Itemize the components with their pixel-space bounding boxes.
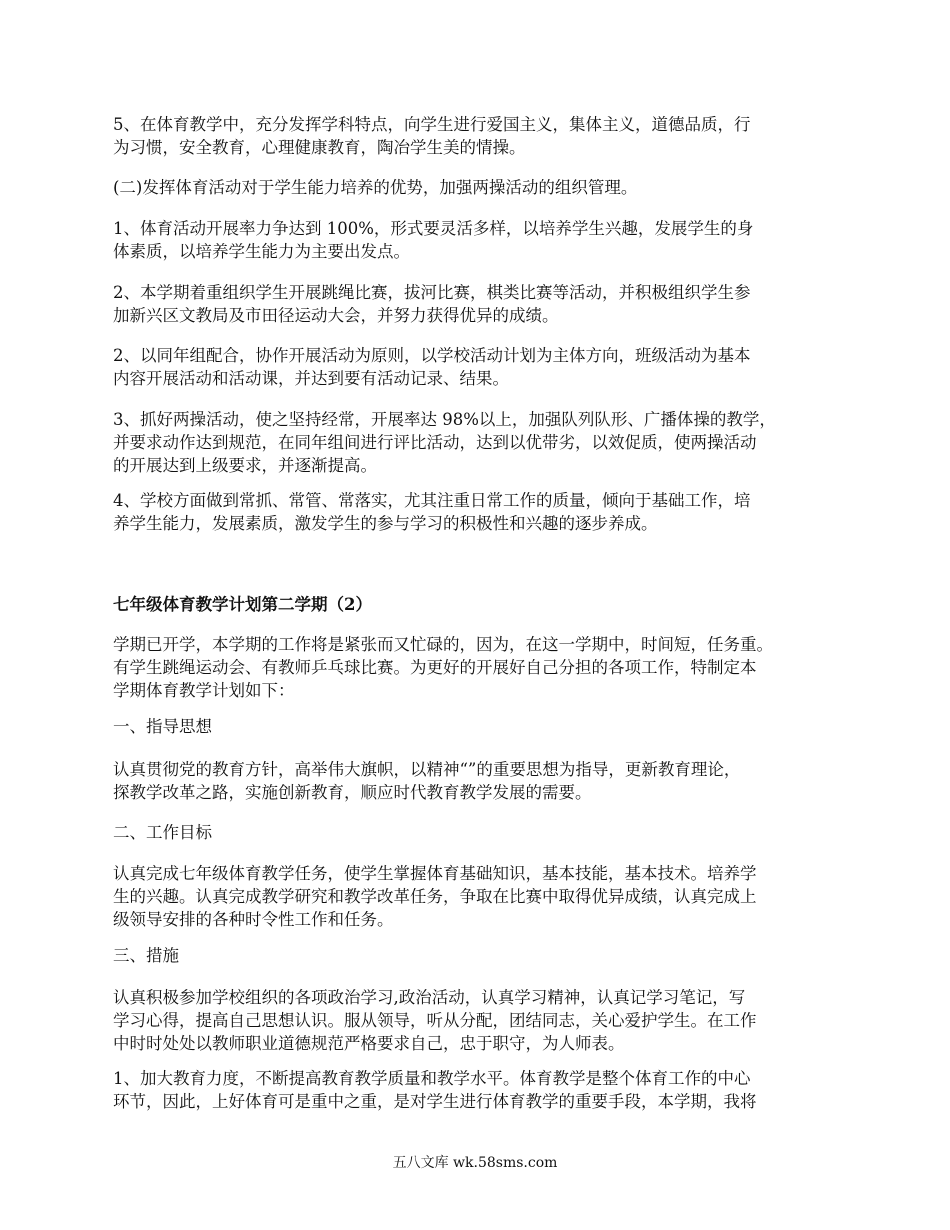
text-line: 三、措施 xyxy=(113,946,179,965)
heading-work-goals xyxy=(113,821,853,844)
text-line: 为习惯，安全教育，心理健康教育，陶冶学生美的情操。 xyxy=(113,138,526,157)
text-line: 体素质，以培养学生能力为主要出发点。 xyxy=(113,242,410,261)
text-line: 二、工作目标 xyxy=(113,823,212,842)
text-line: 的开展达到上级要求，并逐渐提高。 xyxy=(113,456,377,475)
text-line: 中时时处处以教师职业道德规范严格要求自己，忠于职守，为人师表。 xyxy=(113,1034,625,1053)
text-line: 内容开展活动和活动课，并达到要有活动记录、结果。 xyxy=(113,369,509,388)
text-line: 七年级体育教学计划第二学期（2） xyxy=(113,595,372,614)
text-line: 有学生跳绳运动会、有教师乒乓球比赛。为更好的开展好自己分担的各项工作，特制定本 xyxy=(113,658,757,677)
text-line: 探教学改革之路，实施创新教育，顺应时代教育教学发展的需要。 xyxy=(113,783,592,802)
text-line: 5、在体育教学中，充分发挥学科特点，向学生进行爱国主义，集体主义，道德品质，行 xyxy=(113,115,751,134)
text-line: 学期体育教学计划如下： xyxy=(113,681,295,700)
text-line: 加新兴区文教局及市田径运动大会，并努力获得优异的成绩。 xyxy=(113,306,559,325)
item-1-paragraph xyxy=(113,217,853,263)
text-line: 1、加大教育力度，不断提高教育教学质量和教学水平。体育教学是整个体育工作的中心 xyxy=(113,1069,751,1088)
text-line: 4、学校方面做到常抓、常管、常落实，尤其注重日常工作的质量，倾向于基础工作，培 xyxy=(113,491,751,510)
text-line: 养学生能力，发展素质，激发学生的参与学习的积极性和兴趣的逐步养成。 xyxy=(113,514,658,533)
subsection-2-title xyxy=(113,176,853,199)
text-line: (二)发挥体育活动对于学生能力培养的优势，加强两操活动的组织管理。 xyxy=(113,178,638,197)
text-line: 认真贯彻党的教育方针，高举伟大旗帜，以精神“”的重要思想为指导，更新教育理论， xyxy=(113,760,741,779)
footer-watermark: 五八文库 wk.58sms.com xyxy=(392,1155,558,1171)
text-line: 认真积极参加学校组织的各项政治学习,政治活动，认真学习精神，认真记学习笔记，写 xyxy=(113,988,746,1007)
text-line: 环节，因此，上好体育可是重中之重，是对学生进行体育教学的重要手段，本学期，我将 xyxy=(113,1092,757,1111)
measure-1-paragraph xyxy=(113,1067,853,1113)
text-line: 学期已开学，本学期的工作将是紧张而又忙碌的，因为，在这一学期中，时间短，任务重。 xyxy=(113,635,773,654)
text-line: 2、以同年组配合，协作开展活动为原则，以学校活动计划为主体方向，班级活动为基本 xyxy=(113,346,751,365)
text-line: 学习心得，提高自己思想认识。服从领导，听从分配，团结同志，关心爱护学生。在工作 xyxy=(113,1011,757,1030)
text-line: 2、本学期着重组织学生开展跳绳比赛，拔河比赛，棋类比赛等活动，并积极组织学生参 xyxy=(113,283,751,302)
text-line: 并要求动作达到规范，在同年组间进行评比活动，达到以优带劣，以效促质，使两操活动 xyxy=(113,433,757,452)
text-line: 3、抓好两操活动，使之坚持经常，开展率达 98%以上，加强队列队形、广播体操的教学， xyxy=(113,410,776,429)
measures-paragraph xyxy=(113,986,853,1055)
text-line: 一、指导思想 xyxy=(113,717,212,736)
item-2a-paragraph xyxy=(113,281,853,327)
item-5-paragraph xyxy=(113,113,853,159)
heading-measures xyxy=(113,944,853,967)
section-2-title xyxy=(113,593,853,616)
heading-guiding-ideology xyxy=(113,715,853,738)
text-line: 1、体育活动开展率力争达到 100%，形式要灵活多样，以培养学生兴趣，发展学生的身 xyxy=(113,219,754,238)
item-3-paragraph xyxy=(113,408,853,477)
guiding-ideology-paragraph xyxy=(113,758,853,804)
item-4-paragraph xyxy=(113,489,853,535)
text-line: 级领导安排的各种时令性工作和任务。 xyxy=(113,910,394,929)
work-goals-paragraph xyxy=(113,862,853,931)
intro-paragraph xyxy=(113,633,853,702)
text-line: 认真完成七年级体育教学任务，使学生掌握体育基础知识，基本技能，基本技术。培养学 xyxy=(113,864,757,883)
text-line: 生的兴趣。认真完成教学研究和教学改革任务，争取在比赛中取得优异成绩，认真完成上 xyxy=(113,887,757,906)
item-2b-paragraph xyxy=(113,344,853,390)
